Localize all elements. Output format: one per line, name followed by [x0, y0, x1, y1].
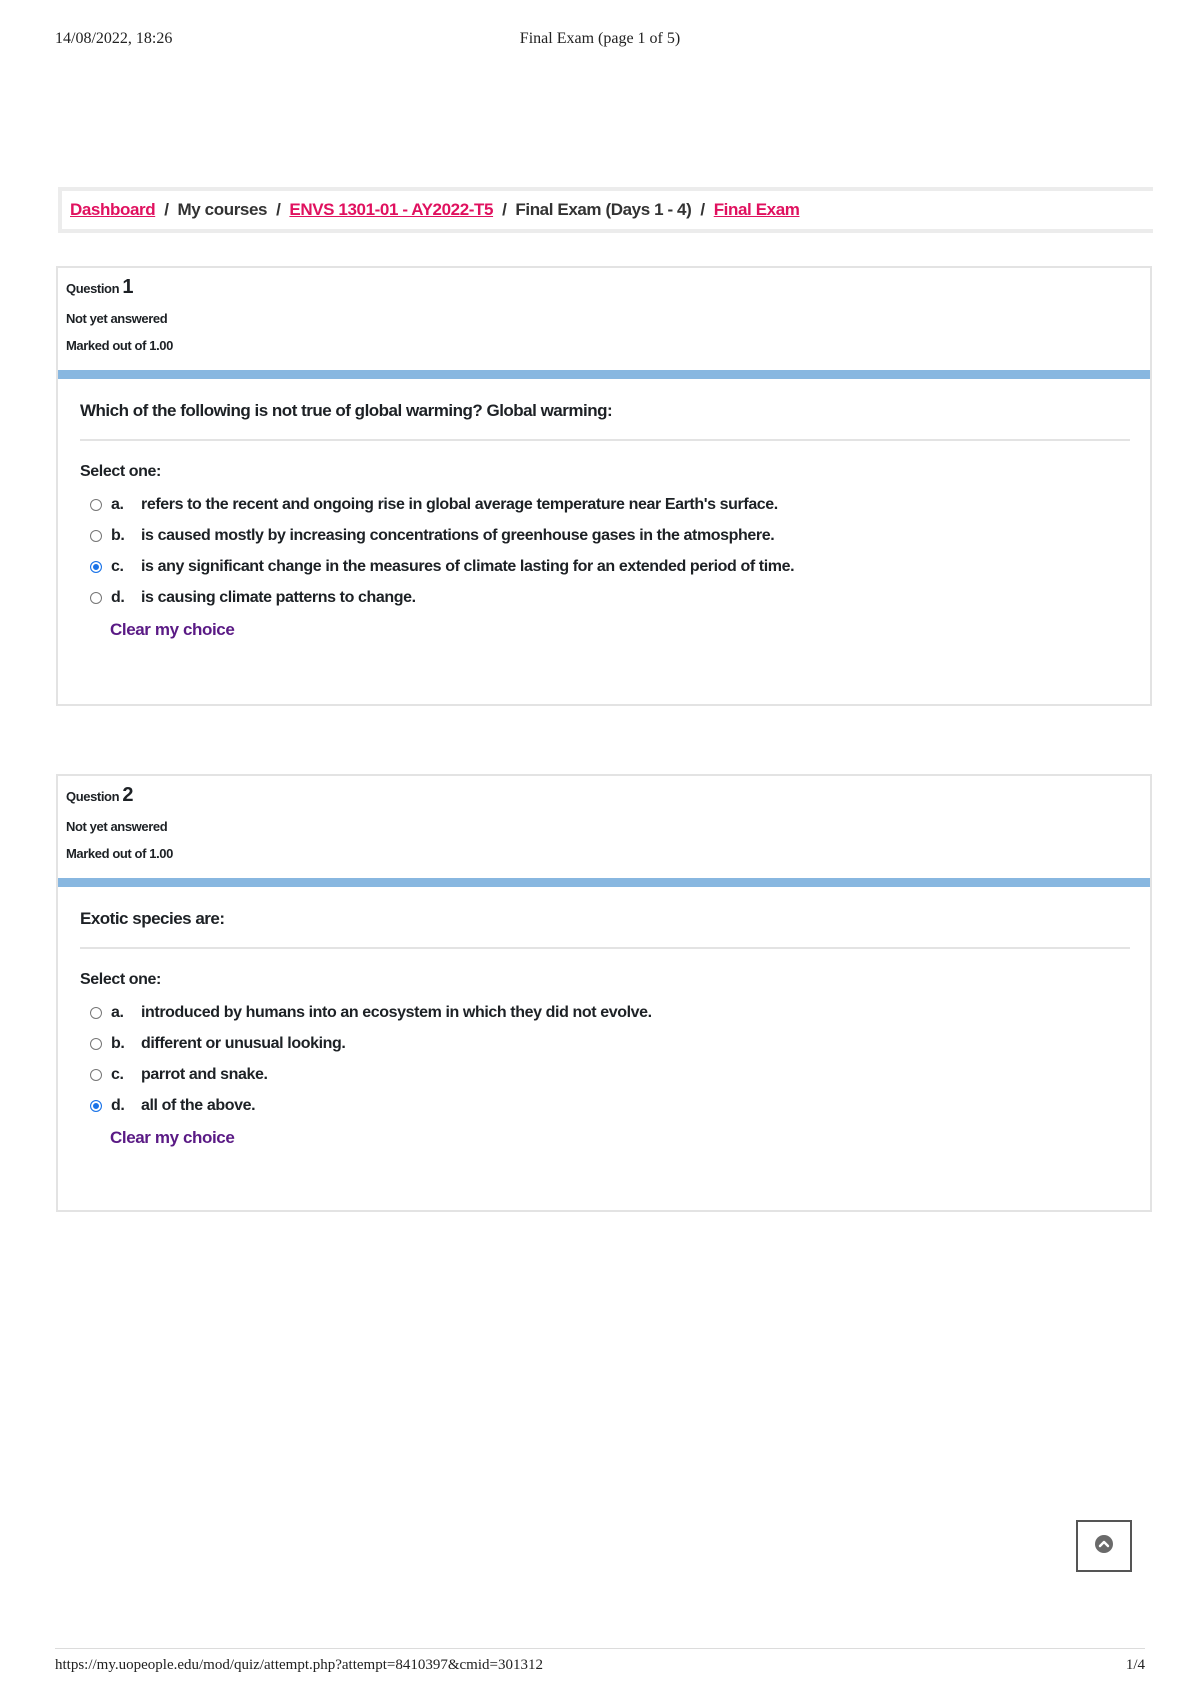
breadcrumb-separator: / — [164, 200, 169, 219]
question-number-value: 2 — [122, 784, 134, 806]
radio-button-selected[interactable] — [90, 561, 102, 573]
radio-button[interactable] — [90, 1007, 102, 1019]
answer-option-a[interactable] — [80, 997, 1130, 1028]
answer-option-b[interactable] — [80, 1028, 1130, 1059]
breadcrumb-separator: / — [700, 200, 705, 219]
option-text: introduced by humans into an ecosystem in which they did not evolve. — [141, 1003, 652, 1021]
print-header — [55, 30, 1145, 54]
question-text: Which of the following is not true of global warming? Global warming: — [80, 401, 1130, 441]
option-letter: a. — [111, 1003, 124, 1021]
breadcrumb-final-exam[interactable]: Final Exam — [713, 200, 800, 219]
option-letter: d. — [111, 588, 125, 606]
question-1 — [56, 266, 1152, 706]
question-state: Not yet answered — [66, 311, 168, 326]
answer-option-d[interactable] — [80, 1090, 1130, 1121]
option-letter: c. — [111, 557, 124, 575]
question-number — [66, 784, 1142, 807]
clear-choice-link[interactable]: Clear my choice — [110, 1128, 235, 1147]
breadcrumb — [58, 187, 1153, 233]
option-text: different or unusual looking. — [141, 1034, 346, 1052]
answer-option-d[interactable] — [80, 582, 1130, 613]
radio-button[interactable] — [90, 592, 102, 604]
answer-option-c[interactable] — [80, 551, 1130, 582]
question-2 — [56, 774, 1152, 1212]
page-number: 1/4 — [1125, 1657, 1145, 1673]
print-datetime: 14/08/2022, 18:26 — [55, 30, 173, 47]
option-text: is any significant change in the measures of climate lasting for an extended period of time. — [141, 557, 795, 575]
select-prompt: Select one: — [80, 463, 161, 480]
breadcrumb-separator: / — [276, 200, 281, 219]
option-letter: b. — [111, 1034, 125, 1052]
print-title: Final Exam (page 1 of 5) — [519, 30, 681, 47]
clear-choice-link[interactable]: Clear my choice — [110, 620, 235, 639]
option-text: is causing climate patterns to change. — [141, 588, 416, 606]
select-prompt: Select one: — [80, 971, 161, 988]
answer-options — [80, 997, 1130, 1121]
radio-button[interactable] — [90, 1069, 102, 1081]
page-url: https://my.uopeople.edu/mod/quiz/attempt.php?attempt=8410397&cmid=301312 — [55, 1657, 543, 1673]
question-grade: Marked out of 1.00 — [66, 338, 173, 353]
print-footer — [55, 1648, 1145, 1695]
option-text: all of the above. — [141, 1096, 256, 1114]
question-label: Question — [66, 789, 120, 804]
question-info — [58, 268, 1150, 370]
question-text: Exotic species are: — [80, 909, 1130, 949]
question-formulation — [58, 370, 1150, 666]
back-to-top-button[interactable] — [1076, 1520, 1132, 1572]
answer-option-c[interactable] — [80, 1059, 1130, 1090]
breadcrumb-my-courses: My courses — [177, 200, 268, 219]
option-letter: a. — [111, 495, 124, 513]
breadcrumb-separator: / — [502, 200, 507, 219]
question-label: Question — [66, 281, 120, 296]
option-letter: d. — [111, 1096, 125, 1114]
radio-button[interactable] — [90, 1038, 102, 1050]
question-formulation — [58, 878, 1150, 1174]
radio-button[interactable] — [90, 499, 102, 511]
radio-button[interactable] — [90, 530, 102, 542]
breadcrumb-dashboard[interactable]: Dashboard — [70, 200, 156, 219]
chevron-up-circle-icon — [1094, 1534, 1114, 1559]
option-text: is caused mostly by increasing concentrations of greenhouse gases in the atmosphere. — [141, 526, 775, 544]
breadcrumb-course[interactable]: ENVS 1301-01 - AY2022-T5 — [289, 200, 494, 219]
question-number-value: 1 — [122, 276, 134, 298]
question-info — [58, 776, 1150, 878]
question-state: Not yet answered — [66, 819, 168, 834]
answer-option-b[interactable] — [80, 520, 1130, 551]
question-grade: Marked out of 1.00 — [66, 846, 173, 861]
option-text: parrot and snake. — [141, 1065, 268, 1083]
option-text: refers to the recent and ongoing rise in global average temperature near Earth's surface. — [141, 495, 778, 513]
radio-button-selected[interactable] — [90, 1100, 102, 1112]
question-number — [66, 276, 1142, 299]
answer-option-a[interactable] — [80, 489, 1130, 520]
option-letter: b. — [111, 526, 125, 544]
answer-options — [80, 489, 1130, 613]
breadcrumb-section: Final Exam (Days 1 - 4) — [515, 200, 692, 219]
option-letter: c. — [111, 1065, 124, 1083]
